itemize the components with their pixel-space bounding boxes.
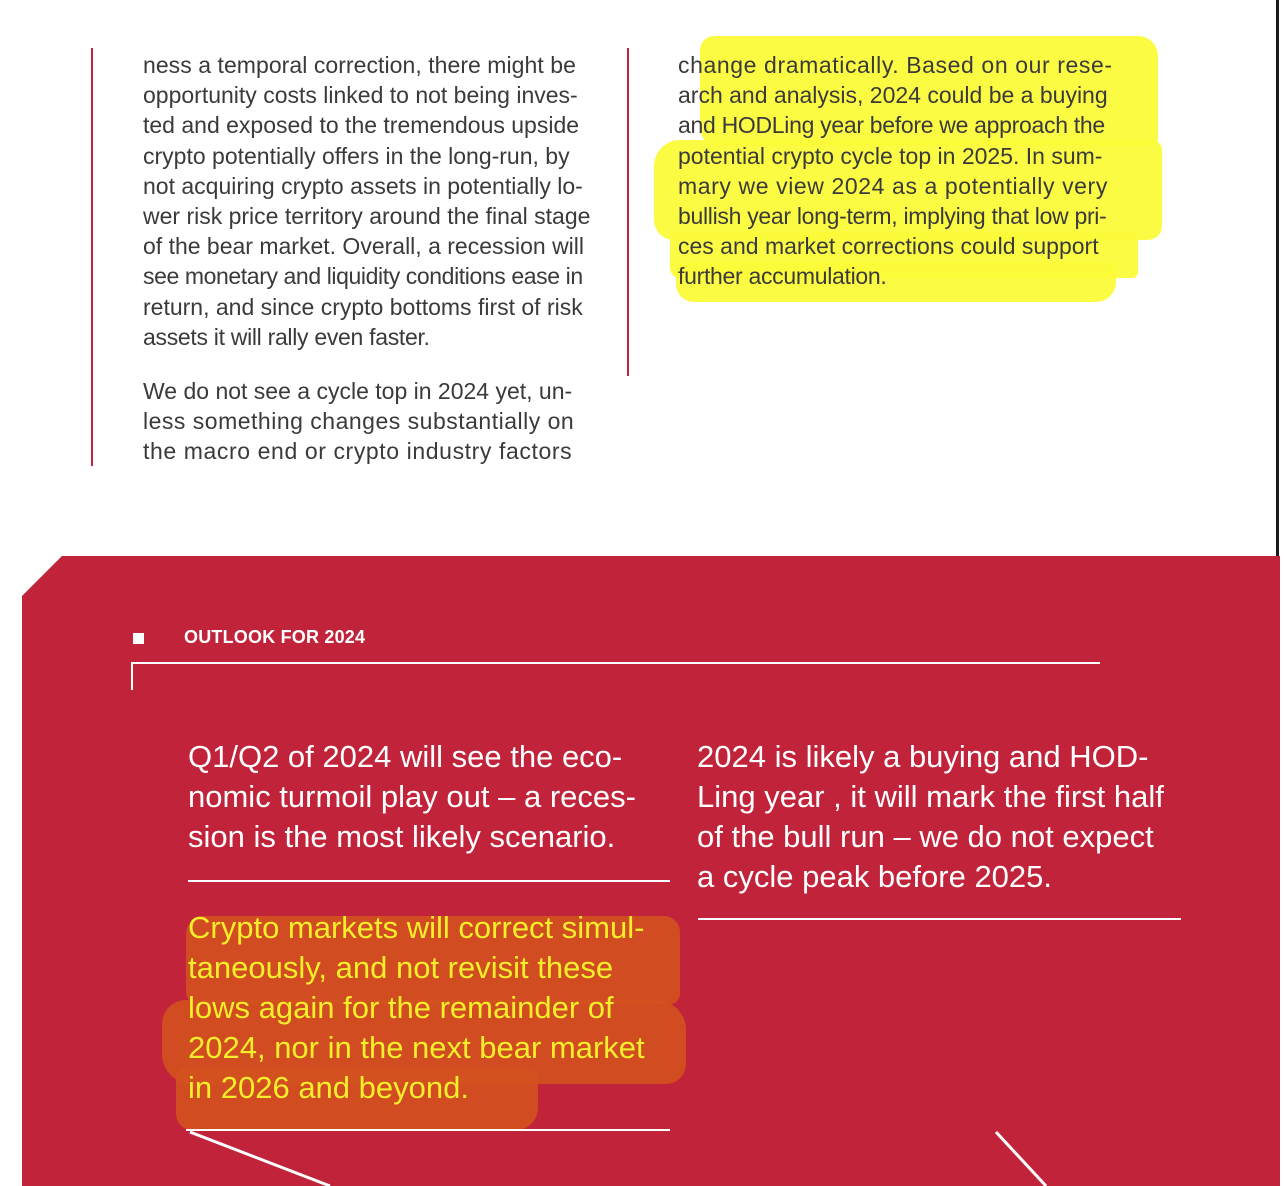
text-line: opportunity costs linked to not being inves-: [143, 82, 578, 109]
text-line: 2024, nor in the next bear market: [188, 1030, 645, 1065]
diagonal-line: [190, 1132, 330, 1186]
text-line: mary we view 2024 as a potentially very: [678, 172, 1108, 199]
diagonal-line: [996, 1132, 1046, 1186]
text-line: and HODLing year before we approach the: [678, 112, 1105, 139]
text-line: Q1/Q2 of 2024 will see the eco-: [188, 739, 623, 774]
text-line: not acquiring crypto assets in potentially lo-: [143, 172, 583, 199]
text-line: ted and exposed to the tremendous upside: [143, 112, 580, 139]
text-line: lows again for the remainder of: [188, 990, 614, 1025]
text-line: crypto potentially offers in the long-run, by: [143, 142, 570, 169]
text-line: nomic turmoil play out – a reces-: [188, 779, 636, 814]
text-line: sion is the most likely scenario.: [188, 819, 616, 854]
text-line: We do not see a cycle top in 2024 yet, un-: [143, 378, 573, 404]
text-line: see monetary and liquidity conditions ease in: [143, 263, 583, 290]
text-line: less something changes substantially on: [143, 408, 575, 435]
text-line: return, and since crypto bottoms first of risk: [143, 293, 583, 320]
text-line: in 2026 and beyond.: [188, 1070, 469, 1105]
text-line: of the bear market. Overall, a recession will: [143, 233, 585, 260]
text-line: assets it will rally even faster.: [143, 323, 430, 350]
text-line: ness a temporal correction, there might be: [143, 52, 576, 78]
text-line: taneously, and not revisit these: [188, 950, 614, 985]
section-label: OUTLOOK FOR 2024: [184, 627, 366, 647]
text-line: further accumulation.: [678, 263, 887, 290]
text-line: 2024 is likely a buying and HOD-: [697, 739, 1149, 774]
text-line: of the bull run – we do not expect: [697, 819, 1154, 854]
text-line: Ling year , it will mark the first half: [697, 779, 1164, 814]
text-line: wer risk price territory around the final stage: [143, 203, 591, 230]
text-line: a cycle peak before 2025.: [697, 859, 1053, 894]
text-line: potential crypto cycle top in 2025. In sum-: [678, 142, 1103, 169]
text-line: change dramatically. Based on our rese-: [678, 52, 1113, 78]
text-line: Crypto markets will correct simul-: [188, 910, 645, 945]
text-line: the macro end or crypto industry factors: [143, 438, 573, 465]
text-line: bullish year long-term, implying that low pri-: [678, 203, 1107, 230]
text-line: arch and analysis, 2024 could be a buying: [678, 82, 1108, 109]
text-line: ces and market corrections could support: [678, 233, 1099, 260]
